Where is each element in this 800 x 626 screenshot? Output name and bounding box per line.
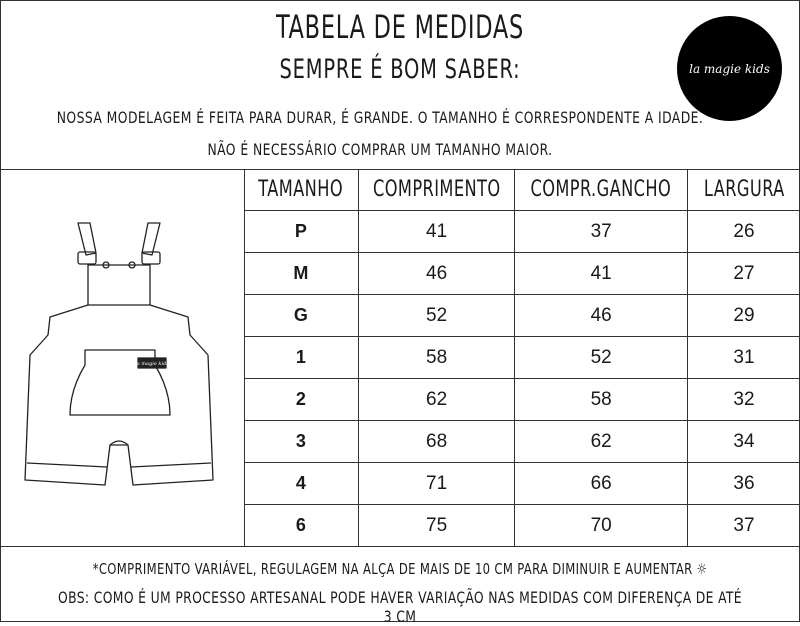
size-cell: P xyxy=(244,211,358,253)
value-cell: 37 xyxy=(687,505,800,547)
value-cell: 32 xyxy=(687,379,800,421)
value-cell: 58 xyxy=(515,379,688,421)
value-cell: 52 xyxy=(358,295,515,337)
intro-line-1: NOSSA MODELAGEM É FEITA PARA DURAR, É GRANDE. O TAMANHO É CORRESPONDENTE A IDADE. xyxy=(56,108,704,127)
page-title: TABELA DE MEDIDAS xyxy=(275,8,525,46)
overalls-illustration xyxy=(20,205,220,505)
value-cell: 46 xyxy=(515,295,688,337)
table-header-row xyxy=(244,169,800,211)
value-cell: 31 xyxy=(687,337,800,379)
column-header: TAMANHO xyxy=(244,169,358,211)
size-table xyxy=(244,169,800,546)
footer-note-1-text: *COMPRIMENTO VARIÁVEL, REGULAGEM NA ALÇA DE MAIS DE 10 CM PARA DIMINUIR E AUMENTAR xyxy=(92,560,693,578)
value-cell: 37 xyxy=(515,211,688,253)
table-row xyxy=(244,337,800,379)
column-header: COMPRIMENTO xyxy=(358,169,515,211)
value-cell: 75 xyxy=(358,505,515,547)
value-cell: 68 xyxy=(358,421,515,463)
column-header: LARGURA xyxy=(687,169,800,211)
divider-bottom xyxy=(0,546,800,547)
page-subtitle: SEMPRE É BOM SABER: xyxy=(279,54,521,85)
table-row xyxy=(244,421,800,463)
size-cell: G xyxy=(244,295,358,337)
value-cell: 70 xyxy=(515,505,688,547)
value-cell: 27 xyxy=(687,253,800,295)
brand-logo xyxy=(677,16,782,121)
value-cell: 41 xyxy=(358,211,515,253)
table-row xyxy=(244,505,800,547)
value-cell: 58 xyxy=(358,337,515,379)
table-row xyxy=(244,295,800,337)
value-cell: 66 xyxy=(515,463,688,505)
footer-note-1 xyxy=(56,560,744,578)
footer-note-2: OBS: COMO É UM PROCESSO ARTESANAL PODE HAVER VARIAÇÃO NAS MEDIDAS COM DIFERENÇA DE ATÉ 3 CM xyxy=(58,588,742,626)
table-row xyxy=(244,211,800,253)
intro-line-2: NÃO É NECESSÁRIO COMPRAR UM TAMANHO MAIOR. xyxy=(207,140,553,159)
value-cell: 62 xyxy=(515,421,688,463)
size-cell: 4 xyxy=(244,463,358,505)
size-cell: 1 xyxy=(244,337,358,379)
value-cell: 34 xyxy=(687,421,800,463)
size-cell: 3 xyxy=(244,421,358,463)
value-cell: 41 xyxy=(515,253,688,295)
value-cell: 52 xyxy=(515,337,688,379)
table-row xyxy=(244,253,800,295)
value-cell: 29 xyxy=(687,295,800,337)
sun-icon: ☼ xyxy=(696,560,708,578)
column-header: COMPR.GANCHO xyxy=(515,169,688,211)
size-cell: 2 xyxy=(244,379,358,421)
value-cell: 36 xyxy=(687,463,800,505)
value-cell: 71 xyxy=(358,463,515,505)
brand-logo-text: la magie kids xyxy=(689,61,770,76)
size-cell: 6 xyxy=(244,505,358,547)
value-cell: 46 xyxy=(358,253,515,295)
size-cell: M xyxy=(244,253,358,295)
table-row xyxy=(244,463,800,505)
value-cell: 26 xyxy=(687,211,800,253)
value-cell: 62 xyxy=(358,379,515,421)
illustration-label-tag: la magie kids xyxy=(135,361,169,367)
table-row xyxy=(244,379,800,421)
